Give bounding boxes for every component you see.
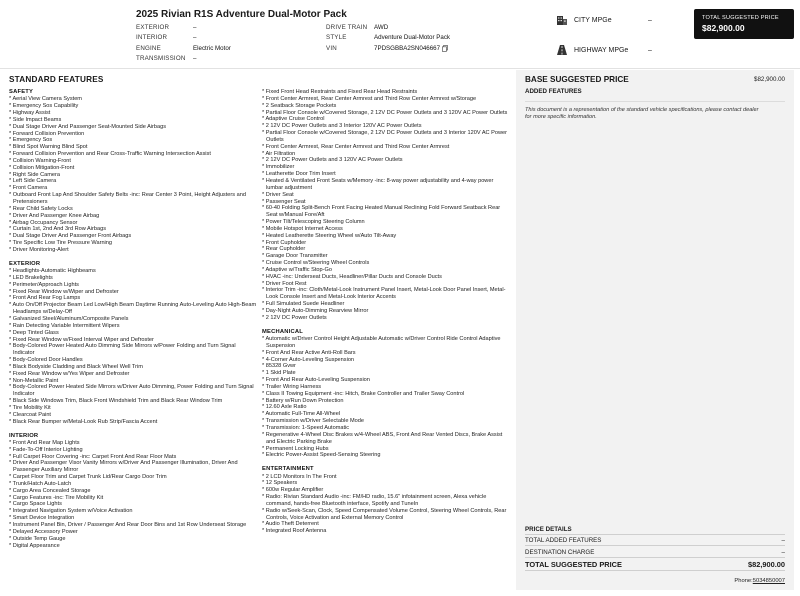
feature-item: * Power Tilt/Telescoping Steering Column	[262, 219, 510, 226]
price-details-label: PRICE DETAILS	[525, 526, 572, 533]
highway-mpg	[556, 44, 652, 56]
feature-item: * Day-Night Auto-Dimming Rearview Mirror	[262, 308, 510, 315]
building-icon	[556, 14, 568, 26]
feature-item: * HVAC -inc: Underseat Ducts, Headliner/Pillar Ducts and Console Ducts	[262, 274, 510, 281]
destination-label: DESTINATION CHARGE	[525, 549, 595, 556]
total-box-label: TOTAL SUGGESTED PRICE	[702, 15, 779, 21]
copy-icon[interactable]	[442, 45, 448, 56]
price-divider	[525, 570, 785, 571]
feature-item: * Transmission w/Driver Selectable Mode	[262, 418, 510, 425]
feature-section-title: INTERIOR	[9, 432, 39, 439]
feature-item: * 4-Corner Auto-Leveling Suspension	[262, 357, 510, 364]
disclaimer-text: This document is a representation of the standard vehicle specifications, please contact dealer for more specific information.	[525, 107, 759, 120]
feature-item: * Garage Door Transmitter	[262, 253, 510, 260]
features-column-2	[262, 89, 510, 535]
feature-item: * Air Filtration	[262, 151, 510, 158]
feature-item: * Forward Collision Prevention	[9, 131, 257, 138]
total-added-row	[525, 537, 785, 544]
spec-engine	[136, 44, 231, 54]
feature-item: * Driver And Passenger Visor Vanity Mirrors w/Driver And Passenger Illumination, Driver And Passenger Auxiliary Mirror	[9, 460, 257, 474]
feature-item: * Airbag Occupancy Sensor	[9, 220, 257, 227]
feature-item: * Curtain 1st, 2nd And 3rd Row Airbags	[9, 226, 257, 233]
feature-item: * 12.60 Axle Ratio	[262, 404, 510, 411]
feature-item: * Trailer Wiring Harness	[262, 384, 510, 391]
feature-item: * 2 Seatback Storage Pockets	[262, 103, 510, 110]
feature-item: * 60-40 Folding Split-Bench Front Facing Heated Manual Reclining Fold Forward Seatback Rear Seat w/Manual Fore/Aft	[262, 205, 510, 219]
feature-section-title: MECHANICAL	[262, 328, 303, 335]
total-box-value: $82,900.00	[702, 23, 745, 33]
feature-item: * 2 12V DC Power Outlets and 3 Interior 120V AC Power Outlets	[262, 123, 510, 130]
feature-item: * Body-Colored Power Heated Side Mirrors w/Driver Auto Dimming, Power Folding and Turn Signal Indicator	[9, 384, 257, 398]
feature-item: * Battery w/Run Down Protection	[262, 398, 510, 405]
feature-item: * Fixed Rear Window w/Yes Wiper and Defroster	[9, 371, 257, 378]
feature-item: * Front And Rear Active Anti-Roll Bars	[262, 350, 510, 357]
feature-item: * Class II Towing Equipment -inc: Hitch, Brake Controller and Trailer Sway Control	[262, 391, 510, 398]
spec-drive-train	[326, 23, 450, 33]
feature-item: * Trunk/Hatch Auto-Latch	[9, 481, 257, 488]
feature-item: * Outside Temp Gauge	[9, 536, 257, 543]
feature-item: * Emergency Sos Capability	[9, 103, 257, 110]
spec-label: STYLE	[326, 34, 347, 42]
feature-item: * Tire Specific Low Tire Pressure Warning	[9, 240, 257, 247]
feature-item: * Emergency Sos	[9, 137, 257, 144]
feature-item: * Collision Mitigation-Front	[9, 165, 257, 172]
feature-section-title: EXTERIOR	[9, 260, 41, 267]
spec-label: ENGINE	[136, 44, 161, 52]
destination-row	[525, 549, 785, 556]
feature-item: * Radio w/Seek-Scan, Clock, Speed Compensated Volume Control, Steering Wheel Controls, Rear Controls, Voice Activation and External Memory Control	[262, 508, 510, 522]
spec-value: Electric Motor	[193, 44, 231, 52]
feature-item: * 2 12V DC Power Outlets and 3 120V AC Power Outlets	[262, 157, 510, 164]
spec-value: Adventure Dual-Motor Pack	[374, 34, 451, 42]
destination-value: –	[781, 549, 785, 556]
feature-item: * Interior Trim -inc: Cloth/Metal-Look Instrument Panel Insert, Metal-Look Door Panel Insert, Metal-Look Console Insert and Metal-Look Interior Accents	[262, 287, 510, 301]
price-details-title	[525, 526, 785, 533]
spec-label: EXTERIOR	[136, 24, 170, 31]
city-mpg	[556, 14, 652, 26]
feature-item: * 2 12V DC Power Outlets	[262, 315, 510, 322]
feature-item: * Immobilizer	[262, 164, 510, 171]
feature-item: * Forward Collision Prevention and Rear Cross-Traffic Warning Intersection Assist	[9, 151, 257, 158]
feature-item: * Driver Monitoring-Alert	[9, 247, 257, 254]
panel-divider	[525, 101, 785, 102]
feature-item: * Non-Metallic Paint	[9, 378, 257, 385]
phone-link[interactable]: 5034850007	[752, 578, 785, 584]
base-price-row	[525, 75, 785, 84]
dealer-phone	[516, 578, 785, 584]
feature-item: * Delayed Accessory Power	[9, 529, 257, 536]
feature-item: * Heated & Ventilated Front Seats w/Memory -inc: 8-way power adjustability and 4-way power lumbar adjustment	[262, 178, 510, 192]
feature-item: * Rear Cupholder	[262, 246, 510, 253]
feature-item: * Digital Appearance	[9, 543, 257, 550]
feature-item: * Smart Device Integration	[9, 515, 257, 522]
spec-exterior	[136, 23, 231, 33]
feature-item: * Mobile Hotspot Internet Access	[262, 226, 510, 233]
feature-item: * LED Brakelights	[9, 275, 257, 282]
total-added-label: TOTAL ADDED FEATURES	[525, 537, 602, 544]
feature-item: * Rear Child Safety Locks	[9, 206, 257, 213]
highway-mpg-value: –	[648, 46, 652, 54]
feature-item: * 85328 Gvwr	[262, 363, 510, 370]
feature-item: * Dual Stage Driver And Passenger Front Airbags	[9, 233, 257, 240]
header-divider	[0, 68, 800, 69]
feature-item: * Full Carpet Floor Covering -inc: Carpet Front And Rear Floor Mats	[9, 454, 257, 461]
spec-value: –	[193, 34, 197, 42]
spec-label: VIN	[326, 44, 337, 52]
spec-value: –	[193, 54, 197, 62]
feature-item: * Cruise Control w/Steering Wheel Controls	[262, 260, 510, 267]
spec-label: INTERIOR	[136, 34, 168, 42]
spec-label: TRANSMISSION	[136, 54, 186, 62]
feature-item: * Collision Warning-Front	[9, 158, 257, 165]
spec-value: AWD	[374, 24, 389, 31]
highway-mpg-label: HIGHWAY MPGe	[574, 46, 629, 54]
features-column-1	[9, 89, 257, 549]
feature-item: * Blind Spot Warning Blind Spot	[9, 144, 257, 151]
total-suggested-value: $82,900.00	[748, 560, 785, 569]
spec-transmission	[136, 54, 231, 64]
feature-item: * Tire Mobility Kit	[9, 405, 257, 412]
feature-item: * Driver Foot Rest	[262, 281, 510, 288]
feature-item: * Clearcoat Paint	[9, 412, 257, 419]
feature-item: * Partial Floor Console w/Covered Storage, 2 12V DC Power Outlets and 3 Interior 120V AC Power Outlets	[262, 130, 510, 144]
feature-item: * Transmission: 1-Speed Automatic	[262, 425, 510, 432]
spec-vin	[326, 44, 450, 56]
feature-item: * Electric Power-Assist Speed-Sensing Steering	[262, 452, 510, 459]
feature-item: * Black Side Windows Trim, Black Front Windshield Trim and Black Rear Window Trim	[9, 398, 257, 405]
feature-item: * Cargo Space Lights	[9, 501, 257, 508]
feature-item: * Instrument Panel Bin, Driver / Passenger And Rear Door Bins and 1st Row Underseat Storage	[9, 522, 257, 529]
feature-item: * Front Center Armrest, Rear Center Armrest and Third Row Center Armrest	[262, 144, 510, 151]
pricing-panel	[516, 70, 794, 590]
spec-value: –	[193, 24, 197, 31]
spec-label: DRIVE TRAIN	[326, 24, 368, 31]
feature-item: * Driver Seat	[262, 192, 510, 199]
feature-item: * Audio Theft Deterrent	[262, 521, 510, 528]
feature-section-title: ENTERTAINMENT	[262, 466, 314, 473]
feature-item: * Black Rear Bumper w/Metal-Look Rub Strip/Fascia Accent	[9, 419, 257, 426]
feature-item: * Outboard Front Lap And Shoulder Safety Belts -inc: Rear Center 3 Point, Height Adjusters and Pretensioners	[9, 192, 257, 206]
feature-item: * Galvanized Steel/Aluminum/Composite Panels	[9, 316, 257, 323]
feature-item: * Passenger Seat	[262, 199, 510, 206]
total-suggested-label: TOTAL SUGGESTED PRICE	[525, 560, 622, 569]
feature-item: * Integrated Roof Antenna	[262, 528, 510, 535]
price-divider	[525, 557, 785, 558]
vehicle-header	[0, 0, 800, 68]
feature-item: * Front Camera	[9, 185, 257, 192]
feature-item: * 12 Speakers	[262, 480, 510, 487]
feature-item: * Automatic Full-Time All-Wheel	[262, 411, 510, 418]
feature-item: * Body-Colored Power Heated Auto Dimming Side Mirrors w/Power Folding and Turn Signal Indicator	[9, 343, 257, 357]
feature-item: * Leatherette Door Trim Insert	[262, 171, 510, 178]
feature-item: * Driver And Passenger Knee Airbag	[9, 213, 257, 220]
feature-item: * Front And Rear Fog Lamps	[9, 295, 257, 302]
added-features-label: ADDED FEATURES	[525, 88, 582, 95]
features-title: STANDARD FEATURES	[9, 75, 104, 84]
added-features-row	[525, 88, 785, 95]
feature-item: * Carpet Floor Trim and Carpet Trunk Lid/Rear Cargo Door Trim	[9, 474, 257, 481]
spec-interior	[136, 33, 231, 43]
feature-item: * Front And Rear Map Lights	[9, 440, 257, 447]
feature-item: * Cargo Area Concealed Storage	[9, 488, 257, 495]
vehicle-specs-left	[136, 23, 231, 64]
feature-item: * Headlights-Automatic Highbeams	[9, 268, 257, 275]
feature-item: * Aerial View Camera System	[9, 96, 257, 103]
feature-section-title: SAFETY	[9, 89, 34, 95]
vehicle-specs-right	[326, 23, 450, 56]
feature-item: * Fixed Rear Window w/Wiper and Defroster	[9, 289, 257, 296]
spec-style	[326, 33, 450, 43]
feature-item: * Fade-To-Off Interior Lighting	[9, 447, 257, 454]
total-suggested-price-box	[694, 9, 794, 39]
feature-item: * 600w Regular Amplifier	[262, 487, 510, 494]
feature-item: * Regenerative 4-Wheel Disc Brakes w/4-Wheel ABS, Front And Rear Vented Discs, Brake Assist and Electric Parking Brake	[262, 432, 510, 446]
vehicle-title: 2025 Rivian R1S Adventure Dual-Motor Pack	[136, 9, 347, 20]
feature-item: * Fixed Front Head Restraints and Fixed Rear Head Restraints	[262, 89, 510, 96]
feature-item: * Front Cupholder	[262, 240, 510, 247]
feature-item: * Dual Stage Driver And Passenger Seat-Mounted Side Airbags	[9, 124, 257, 131]
city-mpg-label: CITY MPGe	[574, 16, 612, 24]
feature-item: * Right Side Camera	[9, 172, 257, 179]
feature-item: * Adaptive Cruise Control	[262, 116, 510, 123]
feature-item: * 1 Skid Plate	[262, 370, 510, 377]
vin-value: 7PDSGBBA2SN046667	[374, 44, 441, 52]
feature-item: * Rain Detecting Variable Intermittent Wipers	[9, 323, 257, 330]
feature-item: * Front Center Armrest, Rear Center Armrest and Third Row Center Armrest w/Storage	[262, 96, 510, 103]
feature-item: * Cargo Features -inc: Tire Mobility Kit	[9, 495, 257, 502]
feature-item: * Auto On/Off Projector Beam Led Low/High Beam Daytime Running Auto-Leveling Auto High-Beam Headlamps w/Delay-Off	[9, 302, 257, 316]
feature-item: * Full Simulated Suede Headliner	[262, 301, 510, 308]
feature-item: * Automatic w/Driver Control Height Adjustable Automatic w/Driver Control Ride Control Adaptive Suspension	[262, 336, 510, 350]
total-added-value: –	[781, 537, 785, 544]
feature-item: * Partial Floor Console w/Covered Storage, 2 12V DC Power Outlets and 3 120V AC Power Outlets	[262, 110, 510, 117]
total-suggested-row	[525, 560, 785, 569]
feature-item: * Perimeter/Approach Lights	[9, 282, 257, 289]
feature-item: * Integrated Navigation System w/Voice Activation	[9, 508, 257, 515]
phone-label: Phone:	[734, 578, 753, 584]
feature-item: * Fixed Rear Window w/Fixed Interval Wiper and Defroster	[9, 337, 257, 344]
feature-item: * Black Bodyside Cladding and Black Wheel Well Trim	[9, 364, 257, 371]
feature-item: * Body-Colored Door Handles	[9, 357, 257, 364]
road-icon	[556, 44, 568, 56]
feature-item: * Radio: Rivian Standard Audio -inc: FM/HD radio, 15.6" infotainment screen, Alexa vehicle command, hands-free Bluetooth interface, Spotify and TuneIn	[262, 494, 510, 508]
feature-item: * Front And Rear Auto-Leveling Suspension	[262, 377, 510, 384]
feature-item: * Left Side Camera	[9, 178, 257, 185]
city-mpg-value: –	[648, 16, 652, 24]
feature-item: * Permanent Locking Hubs	[262, 446, 510, 453]
feature-item: * Deep Tinted Glass	[9, 330, 257, 337]
feature-item: * 2 LCD Monitors In The Front	[262, 474, 510, 481]
price-divider	[525, 534, 785, 535]
base-price-label: BASE SUGGESTED PRICE	[525, 75, 629, 84]
feature-item: * Highway Assist	[9, 110, 257, 117]
feature-item: * Side Impact Beams	[9, 117, 257, 124]
base-price-value: $82,900.00	[754, 76, 785, 83]
price-divider	[525, 545, 785, 546]
feature-item: * Heated Leatherette Steering Wheel w/Auto Tilt-Away	[262, 233, 510, 240]
feature-item: * Adaptive w/Traffic Stop-Go	[262, 267, 510, 274]
